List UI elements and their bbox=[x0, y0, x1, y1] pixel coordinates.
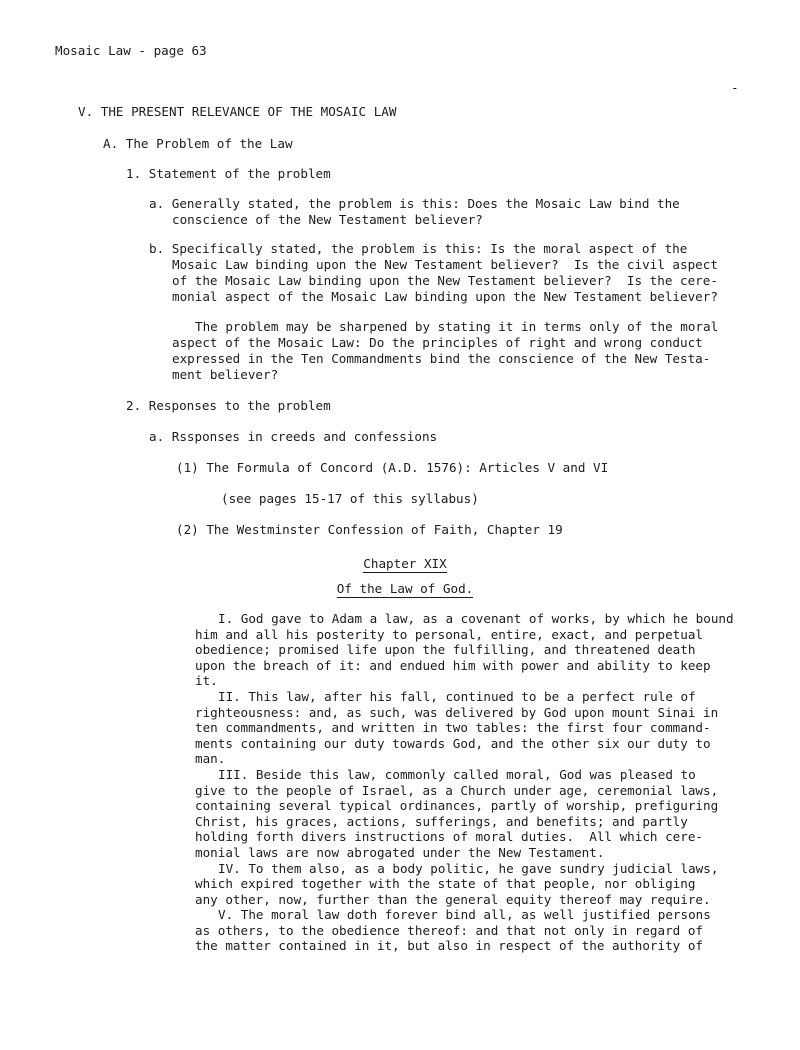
paragraph-line: a. Generally stated, the problem is this: Does the Mosaic Law bind the bbox=[149, 196, 680, 211]
chapter-line: give to the people of Israel, as a Church under age, ceremonial laws, bbox=[195, 782, 719, 798]
chapter-subtitle-text: Of the Law of God. bbox=[336, 581, 474, 596]
chapter-title bbox=[0, 556, 800, 572]
chapter-line: upon the breach of it: and endued him with power and ability to keep bbox=[195, 657, 711, 673]
chapter-line: II. This law, after his fall, continued to be a perfect rule of bbox=[218, 688, 696, 704]
chapter-line: I. God gave to Adam a law, as a covenant of works, by which he bound bbox=[218, 611, 734, 626]
subsection-heading-2a: a. Rssponses in creeds and confessions bbox=[149, 429, 438, 444]
paragraph-line: Mosaic Law binding upon the New Testament believer? Is the civil aspect bbox=[172, 257, 718, 272]
chapter-line: obedience; promised life upon the fulfilling, and threatened death bbox=[195, 642, 696, 658]
paragraph-line: The problem may be sharpened by stating it in terms only of the moral bbox=[195, 319, 719, 334]
chapter-body bbox=[195, 611, 734, 954]
paragraph-a bbox=[149, 196, 680, 228]
chapter-line: ments containing our duty towards God, and the other six our duty to bbox=[195, 735, 711, 751]
chapter-line: him and all his posterity to personal, entire, exact, and perpetual bbox=[195, 626, 703, 642]
chapter-line: IV. To them also, as a body politic, he gave sundry judicial laws, bbox=[218, 860, 719, 876]
chapter-line: containing several typical ordinances, partly of worship, prefiguring bbox=[195, 798, 719, 814]
subsection-heading-1: 1. Statement of the problem bbox=[126, 166, 331, 181]
chapter-line: holding forth divers instructions of moral duties. All which cere- bbox=[195, 829, 703, 845]
paragraph-line: conscience of the New Testament believer? bbox=[172, 212, 483, 227]
page-header: Mosaic Law - page 63 bbox=[55, 43, 207, 58]
subsection-heading-a: A. The Problem of the Law bbox=[103, 136, 293, 151]
westminster-confession-item: (2) The Westminster Confession of Faith, Chapter 19 bbox=[176, 522, 563, 537]
chapter-line: Christ, his graces, actions, sufferings, and benefits; and partly bbox=[195, 813, 688, 829]
chapter-line: V. The moral law doth forever bind all, as well justified persons bbox=[218, 907, 711, 923]
chapter-line: righteousness: and, as such, was delivered by God upon mount Sinai in bbox=[195, 704, 719, 720]
subsection-heading-2: 2. Responses to the problem bbox=[126, 398, 331, 413]
margin-mark: - bbox=[731, 80, 739, 95]
chapter-line: monial laws are now abrogated under the New Testament. bbox=[195, 844, 605, 860]
formula-of-concord-item: (1) The Formula of Concord (A.D. 1576): Articles V and VI bbox=[176, 460, 609, 475]
chapter-line: as others, to the obedience thereof: and that not only in regard of bbox=[195, 922, 703, 938]
paragraph-line: of the Mosaic Law binding upon the New Testament believer? Is the cere- bbox=[172, 273, 718, 288]
chapter-line: it. bbox=[195, 673, 218, 689]
chapter-line: man. bbox=[195, 751, 226, 767]
chapter-line: which expired together with the state of that people, nor obliging bbox=[195, 876, 696, 892]
paragraph-line: monial aspect of the Mosaic Law binding upon the New Testament believer? bbox=[172, 289, 718, 304]
chapter-title-text: Chapter XIX bbox=[363, 556, 447, 571]
chapter-line: ten commandments, and written in two tables: the first four command- bbox=[195, 720, 711, 736]
chapter-subtitle bbox=[0, 581, 800, 597]
chapter-line: any other, now, further than the general equity thereof may require. bbox=[195, 891, 711, 907]
paragraph-line: b. Specifically stated, the problem is this: Is the moral aspect of the bbox=[149, 241, 688, 256]
paragraph-b bbox=[149, 241, 718, 305]
section-heading: V. THE PRESENT RELEVANCE OF THE MOSAIC LAW bbox=[78, 104, 397, 119]
paragraph-line: aspect of the Mosaic Law: Do the principles of right and wrong conduct bbox=[172, 335, 703, 350]
chapter-line: III. Beside this law, commonly called moral, God was pleased to bbox=[218, 766, 696, 782]
paragraph-sharpen bbox=[172, 319, 718, 383]
paragraph-line: expressed in the Ten Commandments bind the conscience of the New Testa- bbox=[172, 351, 711, 366]
see-pages-note: (see pages 15-17 of this syllabus) bbox=[221, 491, 479, 506]
chapter-line: the matter contained in it, but also in respect of the authority of bbox=[195, 938, 703, 954]
paragraph-line: ment believer? bbox=[172, 367, 279, 382]
